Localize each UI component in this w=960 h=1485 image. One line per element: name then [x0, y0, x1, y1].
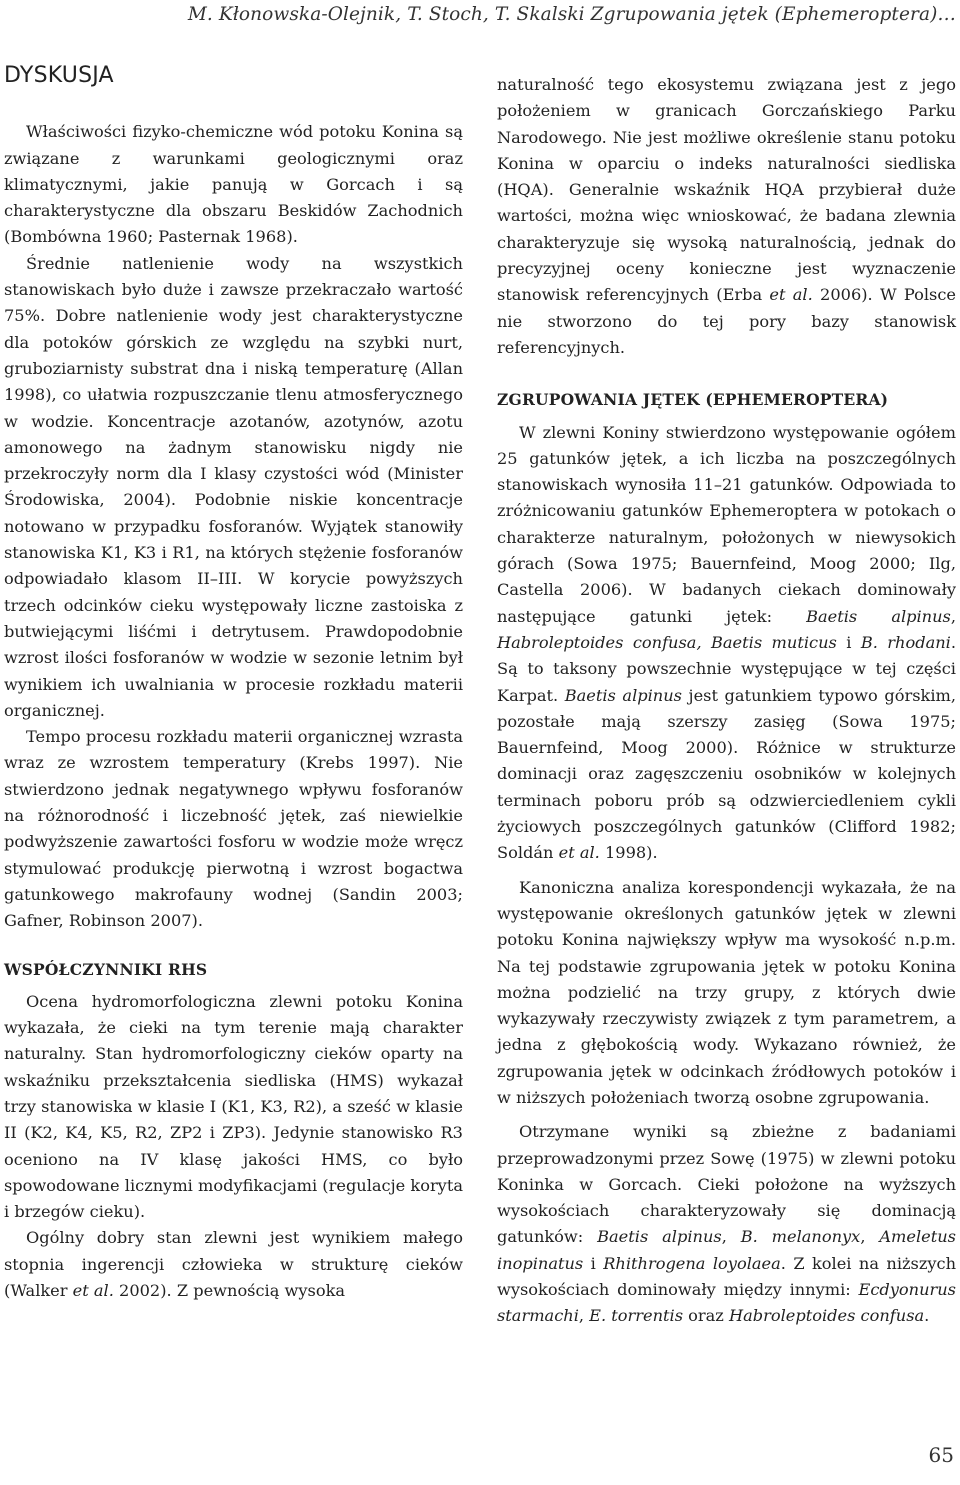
text-run: 1998). — [599, 843, 658, 863]
italic-run: E. torrentis — [589, 1306, 684, 1326]
page-number: 65 — [928, 1443, 954, 1467]
paragraph: Średnie natlenienie wody na wszystkich stanowiskach było duże i zawsze przekraczało wartość 75%. Dobre natlenienie wody jest charakterystyczne dla potoków górskich ze względu na szybki nurt, gruboziarnisty substrat dna i niską temperaturę (Allan 1998), co ułatwia rozpuszczanie tlenu atmosferycznego w wodzie. Koncentracje azotanów, azotynów, azotu amonowego na żadnym stanowisku nigdy nie przekroczyły norm dla I klasy czystości wód (Minister Środowiska, 2004). Podobnie niskie koncentracje notowano w przypadku fosforanów. Wyjątek stanowiły stanowiska K1, K3 i R1, na których stężenie fosforanów odpowiadało klasom II–III. W korycie powyższych trzech odcinków cieku występowały liczne zastoiska z butwiejącymi liśćmi i detrytusem. Prawdopodobnie wzrost ilości fosforanów w wodzie w sezonie letnim był wynikiem ich uwalniania w procesie rozkładu materii organicznej. — [4, 253, 463, 720]
text-run: , — [950, 606, 957, 626]
text-run: i — [836, 632, 861, 652]
italic-run: et al. — [72, 1281, 114, 1301]
text-run: i — [583, 1253, 604, 1273]
text-run: , — [721, 1227, 741, 1247]
paragraph: Ocena hydromorfologiczna zlewni potoku Konina wykazała, że cieki na tym terenie mają charakter naturalny. Stan hydromorfologiczny cieków oparty na wskaźniku przekształcenia siedliska (HMS) wykazał trzy stanowiska w klasie I (K1, K3, R2), a sześć w klasie II (K2, K4, K5, R2, ZP2 i ZP3). Jedynie stanowisko R3 oceniono na IV klasę jakości HMS, co było spowodowane licznymi modyfikacjami (regulacje koryta i brzegów cieku). — [4, 991, 463, 1222]
italic-run: Baetis alpinus — [564, 685, 682, 705]
text-run: 2006). W Polsce nie stworzono do tej pory bazy stanowisk referencyjnych. — [497, 285, 956, 357]
paragraph — [497, 72, 956, 361]
italic-run: Habroleptoides confusa — [728, 1306, 925, 1326]
italic-run: Rhithrogena loyolaea — [603, 1253, 781, 1273]
italic-run: et al. — [769, 285, 813, 305]
right-column — [497, 72, 956, 1330]
section-heading-zgrupowania: ZGRUPOWANIA JĘTEK (EPHEMEROPTERA) — [497, 390, 889, 410]
italic-run: B. rhodani — [860, 632, 951, 652]
paragraph: Właściwości fizyko-chemiczne wód potoku Konina są związane z warunkami geologicznymi oraz klimatycznymi, jakie panują w Gorcach i są charakterystyczne dla obszaru Beskidów Zachodnich (Bombówna 1960; Pasternak 1968). — [4, 122, 463, 247]
italic-run: et al. — [558, 843, 600, 863]
italic-run: Ecdyonurus starmachi — [497, 1280, 956, 1326]
section-heading-rhs: WSPÓŁCZYNNIKI RHS — [4, 959, 208, 979]
paragraph: Kanoniczna analiza korespondencji wykazała, że na występowanie określonych gatunków jętek w zlewni potoku Konina największy wpływ ma wysokość n.p.m. Na tej podstawie zgrupowania jętek w potoku Konina można podzielić na trzy grupy, z których dwie wykazywały rzeczywisty związek z tym parametrem, a jedna z głębokością wody. Wykazano również, że zgrupowania jętek w odcinkach źródłowych potoków i w niższych położeniach tworzą osobne zgrupowania. — [497, 877, 956, 1107]
text-run: . — [924, 1306, 930, 1326]
text-run: W zlewni Koniny stwierdzono występowanie ogółem 25 gatunków jętek, a ich liczba na poszczególnych stanowiskach wynosiła 11–21 gatunków. Odpowiada to zróżnicowaniu gatunków Ephemeroptera w potokach o charakterze naturalnym, położonych w niewysokich górach (Sowa 1975; Bauernfeind, Moog 2000; Ilg, Castella 2006). W badanych ciekach dominowały następujące gatunki jętek: — [497, 422, 956, 626]
text-run: , — [578, 1306, 590, 1326]
text-run: , — [860, 1227, 880, 1247]
text-run: Ogólny dobry stan zlewni jest wynikiem małego stopnia ingerencji człowieka w strukturę cieków (Walker — [4, 1228, 463, 1301]
text-run: 2002). Z pewnością wysoka — [113, 1281, 346, 1301]
left-column — [4, 63, 463, 1304]
italic-run: Habroleptoides confusa, Baetis muticus — [497, 632, 837, 652]
section-heading-dyskusja: DYSKUSJA — [4, 63, 114, 88]
text-run: . Z kolei na niższych wysokościach dominowały między innymi: — [497, 1253, 956, 1300]
italic-run: B. melanonyx — [740, 1227, 861, 1247]
paragraph — [497, 420, 956, 867]
paragraph: Tempo procesu rozkładu materii organicznej wzrasta wraz ze wzrostem temperatury (Krebs 1997). Nie stwierdzono jednak negatywnego wpływu fosforanów na różnorodność i liczebność jętek, zaś niewielkie podwyższenie zawartości fosforu w wodzie może wręcz stymulować produkcję pierwotną i wzrost bogactwa gatunkowego makrofauny wodnej (Sandin 2003; Gafner, Robinson 2007). — [4, 727, 463, 931]
text-run: oraz — [683, 1306, 729, 1326]
italic-run: Baetis alpinus — [597, 1227, 722, 1247]
text-run: Otrzymane wyniki są zbieżne z badaniami przeprowadzonymi przez Sowę (1975) w zlewni potoku Koninka w Gorcach. Cieki położone na wyższych wysokościach charakteryzowały się dominacją gatunków: — [497, 1122, 956, 1247]
running-header: M. Kłonowska-Olejnik, T. Stoch, T. Skalski Zgrupowania jętek (Ephemeroptera)… — [187, 4, 956, 25]
paragraph — [4, 1225, 463, 1304]
text-run: jest gatunkiem typowo górskim, pozostałe mają szerszy zasięg (Sowa 1975; Bauernfeind, Moog 2000). Różnice w strukturze dominacji oraz zagęszczeniu osobników w kolejnych terminach poboru prób są odzwierciedleniem cykli życiowych poszczególnych gatunków (Clifford 1982; Soldán — [497, 685, 956, 863]
italic-run: Ameletus inopinatus — [497, 1227, 956, 1273]
italic-run: Baetis alpinus — [806, 606, 951, 626]
text-run: naturalność tego ekosystemu związana jest z jego położeniem w granicach Gorczańskiego Parku Narodowego. Nie jest możliwe określenie stanu potoku Konina w oparciu o indeks naturalności siedliska (HQA). Generalnie wskaźnik HQA przybierał duże wartości, można więc wnioskować, że badana zlewnia charakteryzuje się wysoką naturalnością, jednak do precyzyjnej oceny konieczne jest wyznaczenie stanowisk referencyjnych (Erba — [497, 75, 956, 305]
paragraph — [497, 1119, 956, 1329]
text-run: . Są to taksony powszechnie występujące w tej części Karpat. — [497, 632, 956, 705]
